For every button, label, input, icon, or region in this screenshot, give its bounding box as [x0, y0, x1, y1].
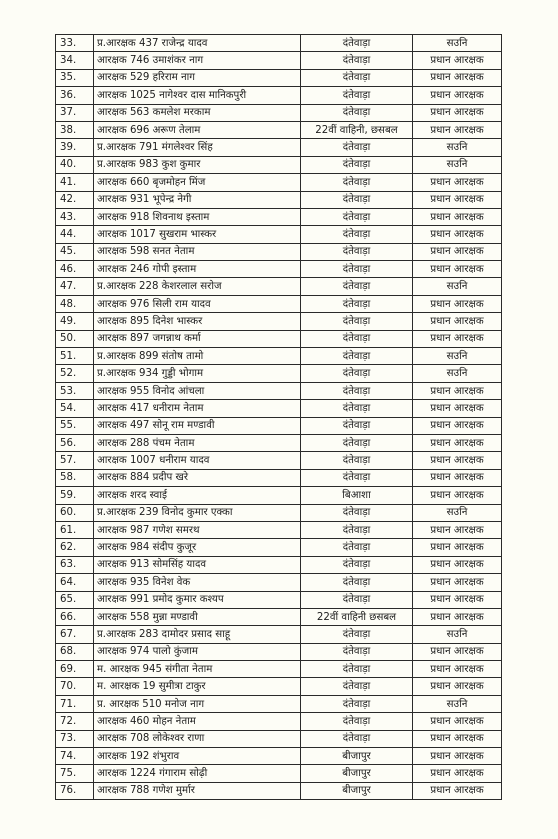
name-cell: आरक्षक 884 प्रदीप खरे [94, 469, 301, 486]
name-cell: आरक्षक 696 अरूण तेलाम [94, 121, 301, 138]
rank-cell: प्रधान आरक्षक [413, 330, 502, 347]
table-row [56, 452, 502, 469]
posting-cell: दंतेवाड़ा [301, 556, 413, 573]
rank-cell: प्रधान आरक्षक [413, 765, 502, 782]
serial-number-cell: 48. [56, 295, 94, 312]
serial-number-cell: 75. [56, 765, 94, 782]
table-row [56, 521, 502, 538]
serial-number-cell: 38. [56, 121, 94, 138]
posting-cell: दंतेवाड़ा [301, 348, 413, 365]
name-cell: आरक्षक 529 हरिराम नाग [94, 69, 301, 86]
serial-number-cell: 44. [56, 226, 94, 243]
posting-cell: दंतेवाड़ा [301, 713, 413, 730]
rank-cell: प्रधान आरक्षक [413, 104, 502, 121]
rank-cell: प्रधान आरक्षक [413, 174, 502, 191]
table-row [56, 295, 502, 312]
name-cell: प्र.आरक्षक 983 कुश कुमार [94, 156, 301, 173]
serial-number-cell: 64. [56, 574, 94, 591]
serial-number-cell: 46. [56, 261, 94, 278]
rank-cell: प्रधान आरक्षक [413, 121, 502, 138]
name-cell: आरक्षक 984 संदीप कुजूर [94, 539, 301, 556]
table-row [56, 382, 502, 399]
serial-number-cell: 54. [56, 400, 94, 417]
name-cell: आरक्षक 563 कमलेश मरकाम [94, 104, 301, 121]
rank-cell: प्रधान आरक्षक [413, 434, 502, 451]
serial-number-cell: 68. [56, 643, 94, 660]
table-row [56, 35, 502, 52]
serial-number-cell: 53. [56, 382, 94, 399]
rank-cell: प्रधान आरक्षक [413, 208, 502, 225]
serial-number-cell: 60. [56, 504, 94, 521]
table-row [56, 278, 502, 295]
table-row [56, 469, 502, 486]
name-cell: प्र.आरक्षक 437 राजेन्द्र यादव [94, 35, 301, 52]
rank-cell: प्रधान आरक्षक [413, 748, 502, 765]
posting-cell: दंतेवाड़ा [301, 261, 413, 278]
table-row [56, 87, 502, 104]
posting-cell: दंतेवाड़ा [301, 730, 413, 747]
posting-cell: दंतेवाड़ा [301, 400, 413, 417]
rank-cell: प्रधान आरक्षक [413, 539, 502, 556]
table-row [56, 417, 502, 434]
serial-number-cell: 51. [56, 348, 94, 365]
table-row [56, 52, 502, 69]
posting-cell: दंतेवाड़ा [301, 661, 413, 678]
serial-number-cell: 65. [56, 591, 94, 608]
name-cell: आरक्षक 288 पंचम नेताम [94, 434, 301, 451]
rank-cell: प्रधान आरक्षक [413, 730, 502, 747]
posting-cell: दंतेवाड़ा [301, 452, 413, 469]
rank-cell: सउनि [413, 35, 502, 52]
serial-number-cell: 69. [56, 661, 94, 678]
name-cell: आरक्षक 417 धनीराम नेताम [94, 400, 301, 417]
posting-cell: दंतेवाड़ा [301, 417, 413, 434]
posting-cell: दंतेवाड़ा [301, 382, 413, 399]
posting-cell: दंतेवाड़ा [301, 313, 413, 330]
rank-cell: सउनि [413, 278, 502, 295]
posting-cell: दंतेवाड़ा [301, 174, 413, 191]
name-cell: आरक्षक 931 भूपेन्द्र नेगी [94, 191, 301, 208]
serial-number-cell: 33. [56, 35, 94, 52]
name-cell: आरक्षक 918 शिवनाथ इस्ताम [94, 208, 301, 225]
serial-number-cell: 62. [56, 539, 94, 556]
rank-cell: सउनि [413, 365, 502, 382]
name-cell: आरक्षक 192 शंभुराव [94, 748, 301, 765]
name-cell: आरक्षक शरद स्वाई [94, 487, 301, 504]
table-row [56, 487, 502, 504]
serial-number-cell: 40. [56, 156, 94, 173]
table-body [56, 35, 502, 800]
name-cell: आरक्षक 987 गणेश समरथ [94, 521, 301, 538]
serial-number-cell: 67. [56, 626, 94, 643]
name-cell: आरक्षक 895 दिनेश भास्कर [94, 313, 301, 330]
serial-number-cell: 76. [56, 782, 94, 799]
table-row [56, 243, 502, 260]
table-row [56, 678, 502, 695]
table-row [56, 643, 502, 660]
rank-cell: प्रधान आरक्षक [413, 487, 502, 504]
posting-cell: दंतेवाड़ा [301, 434, 413, 451]
serial-number-cell: 63. [56, 556, 94, 573]
personnel-table [55, 34, 502, 800]
table-row [56, 156, 502, 173]
serial-number-cell: 56. [56, 434, 94, 451]
table-row [56, 434, 502, 451]
rank-cell: प्रधान आरक्षक [413, 661, 502, 678]
rank-cell: प्रधान आरक्षक [413, 295, 502, 312]
posting-cell: दंतेवाड़ा [301, 469, 413, 486]
rank-cell: प्रधान आरक्षक [413, 678, 502, 695]
serial-number-cell: 47. [56, 278, 94, 295]
rank-cell: प्रधान आरक्षक [413, 226, 502, 243]
table-row [56, 782, 502, 799]
name-cell: आरक्षक 935 विनेश वेक [94, 574, 301, 591]
serial-number-cell: 58. [56, 469, 94, 486]
serial-number-cell: 35. [56, 69, 94, 86]
posting-cell: बिआशा [301, 487, 413, 504]
table-row [56, 139, 502, 156]
name-cell: आरक्षक 497 सोनू राम मण्डावी [94, 417, 301, 434]
table-row [56, 400, 502, 417]
name-cell: आरक्षक 991 प्रमोद कुमार कश्यप [94, 591, 301, 608]
posting-cell: दंतेवाड़ा [301, 678, 413, 695]
serial-number-cell: 55. [56, 417, 94, 434]
table-row [56, 556, 502, 573]
name-cell: आरक्षक 913 सोमसिंह यादव [94, 556, 301, 573]
serial-number-cell: 45. [56, 243, 94, 260]
serial-number-cell: 50. [56, 330, 94, 347]
rank-cell: प्रधान आरक्षक [413, 574, 502, 591]
table-row [56, 121, 502, 138]
posting-cell: दंतेवाड़ा [301, 539, 413, 556]
table-row [56, 626, 502, 643]
table-row [56, 104, 502, 121]
posting-cell: दंतेवाड़ा [301, 208, 413, 225]
rank-cell: सउनि [413, 695, 502, 712]
rank-cell: प्रधान आरक्षक [413, 52, 502, 69]
posting-cell: बीजापुर [301, 782, 413, 799]
rank-cell: सउनि [413, 139, 502, 156]
rank-cell: सउनि [413, 348, 502, 365]
posting-cell: दंतेवाड़ा [301, 330, 413, 347]
name-cell: आरक्षक 1017 सुखराम भास्कर [94, 226, 301, 243]
rank-cell: प्रधान आरक्षक [413, 382, 502, 399]
posting-cell: बीजापुर [301, 748, 413, 765]
name-cell: आरक्षक 746 उमाशंकर नाग [94, 52, 301, 69]
rank-cell: प्रधान आरक्षक [413, 313, 502, 330]
name-cell: आरक्षक 708 लोकेश्वर राणा [94, 730, 301, 747]
posting-cell: दंतेवाड़ा [301, 574, 413, 591]
table-row [56, 608, 502, 625]
posting-cell: दंतेवाड़ा [301, 104, 413, 121]
table-row [56, 261, 502, 278]
table-row [56, 191, 502, 208]
name-cell: आरक्षक 1007 धनीराम यादव [94, 452, 301, 469]
serial-number-cell: 61. [56, 521, 94, 538]
table-row [56, 713, 502, 730]
name-cell: आरक्षक 1025 नागेश्वर दास मानिकपुरी [94, 87, 301, 104]
table-row [56, 661, 502, 678]
rank-cell: सउनि [413, 504, 502, 521]
posting-cell: बीजापुर [301, 765, 413, 782]
name-cell: म. आरक्षक 19 सुमीत्रा टाकुर [94, 678, 301, 695]
name-cell: आरक्षक 788 गणेश मुर्मार [94, 782, 301, 799]
rank-cell: सउनि [413, 626, 502, 643]
name-cell: आरक्षक 460 मोहन नेताम [94, 713, 301, 730]
rank-cell: प्रधान आरक्षक [413, 261, 502, 278]
name-cell: आरक्षक 976 सिली राम यादव [94, 295, 301, 312]
posting-cell: दंतेवाड़ा [301, 365, 413, 382]
table-row [56, 591, 502, 608]
name-cell: आरक्षक 558 मुन्ना मण्डावी [94, 608, 301, 625]
posting-cell: दंतेवाड़ा [301, 295, 413, 312]
name-cell: प्र.आरक्षक 228 केशरलाल सरोज [94, 278, 301, 295]
name-cell: प्र.आरक्षक 283 दामोदर प्रसाद साहू [94, 626, 301, 643]
rank-cell: प्रधान आरक्षक [413, 69, 502, 86]
serial-number-cell: 57. [56, 452, 94, 469]
name-cell: आरक्षक 897 जगन्नाथ कर्मा [94, 330, 301, 347]
table-row [56, 365, 502, 382]
posting-cell: दंतेवाड़ा [301, 139, 413, 156]
table-row [56, 539, 502, 556]
posting-cell: दंतेवाड़ा [301, 643, 413, 660]
name-cell: आरक्षक 598 सनत नेताम [94, 243, 301, 260]
posting-cell: दंतेवाड़ा [301, 591, 413, 608]
table-row [56, 348, 502, 365]
posting-cell: दंतेवाड़ा [301, 521, 413, 538]
serial-number-cell: 36. [56, 87, 94, 104]
serial-number-cell: 39. [56, 139, 94, 156]
posting-cell: दंतेवाड़ा [301, 243, 413, 260]
rank-cell: प्रधान आरक्षक [413, 191, 502, 208]
name-cell: आरक्षक 660 बृजमोहन मिंज [94, 174, 301, 191]
name-cell: म. आरक्षक 945 संगीता नेताम [94, 661, 301, 678]
table-row [56, 765, 502, 782]
rank-cell: प्रधान आरक्षक [413, 417, 502, 434]
rank-cell: सउनि [413, 156, 502, 173]
rank-cell: प्रधान आरक्षक [413, 243, 502, 260]
rank-cell: प्रधान आरक्षक [413, 608, 502, 625]
rank-cell: प्रधान आरक्षक [413, 87, 502, 104]
table-row [56, 313, 502, 330]
serial-number-cell: 34. [56, 52, 94, 69]
name-cell: प्र.आरक्षक 791 मंगलेश्वर सिंह [94, 139, 301, 156]
rank-cell: प्रधान आरक्षक [413, 713, 502, 730]
table-row [56, 574, 502, 591]
name-cell: प्र.आरक्षक 934 गुड्डी भोगाम [94, 365, 301, 382]
posting-cell: दंतेवाड़ा [301, 226, 413, 243]
rank-cell: प्रधान आरक्षक [413, 469, 502, 486]
posting-cell: दंतेवाड़ा [301, 35, 413, 52]
name-cell: आरक्षक 1224 गंगाराम सोढ़ी [94, 765, 301, 782]
posting-cell: दंतेवाड़ा [301, 278, 413, 295]
rank-cell: प्रधान आरक्षक [413, 521, 502, 538]
posting-cell: 22वीं वाहिनी छसबल [301, 608, 413, 625]
rank-cell: प्रधान आरक्षक [413, 782, 502, 799]
table-row [56, 174, 502, 191]
name-cell: आरक्षक 974 पालो कुंजाम [94, 643, 301, 660]
rank-cell: प्रधान आरक्षक [413, 643, 502, 660]
rank-cell: प्रधान आरक्षक [413, 452, 502, 469]
posting-cell: दंतेवाड़ा [301, 52, 413, 69]
posting-cell: 22वीं वाहिनी, छसबल [301, 121, 413, 138]
serial-number-cell: 37. [56, 104, 94, 121]
name-cell: प्र.आरक्षक 239 विनोद कुमार एक्का [94, 504, 301, 521]
serial-number-cell: 41. [56, 174, 94, 191]
serial-number-cell: 66. [56, 608, 94, 625]
rank-cell: प्रधान आरक्षक [413, 400, 502, 417]
serial-number-cell: 42. [56, 191, 94, 208]
table-row [56, 695, 502, 712]
serial-number-cell: 73. [56, 730, 94, 747]
posting-cell: दंतेवाड़ा [301, 87, 413, 104]
posting-cell: दंतेवाड़ा [301, 504, 413, 521]
table-row [56, 226, 502, 243]
name-cell: प्र. आरक्षक 510 मनोज नाग [94, 695, 301, 712]
serial-number-cell: 71. [56, 695, 94, 712]
serial-number-cell: 49. [56, 313, 94, 330]
table-row [56, 730, 502, 747]
serial-number-cell: 74. [56, 748, 94, 765]
serial-number-cell: 59. [56, 487, 94, 504]
table-row [56, 69, 502, 86]
name-cell: प्र.आरक्षक 899 संतोष तामो [94, 348, 301, 365]
serial-number-cell: 43. [56, 208, 94, 225]
serial-number-cell: 70. [56, 678, 94, 695]
table-row [56, 504, 502, 521]
name-cell: आरक्षक 246 गोपी इस्ताम [94, 261, 301, 278]
serial-number-cell: 72. [56, 713, 94, 730]
table-row [56, 330, 502, 347]
posting-cell: दंतेवाड़ा [301, 191, 413, 208]
rank-cell: प्रधान आरक्षक [413, 556, 502, 573]
serial-number-cell: 52. [56, 365, 94, 382]
name-cell: आरक्षक 955 विनोद आंचला [94, 382, 301, 399]
rank-cell: प्रधान आरक्षक [413, 591, 502, 608]
table-row [56, 208, 502, 225]
posting-cell: दंतेवाड़ा [301, 69, 413, 86]
table-row [56, 748, 502, 765]
posting-cell: दंतेवाड़ा [301, 695, 413, 712]
posting-cell: दंतेवाड़ा [301, 626, 413, 643]
posting-cell: दंतेवाड़ा [301, 156, 413, 173]
